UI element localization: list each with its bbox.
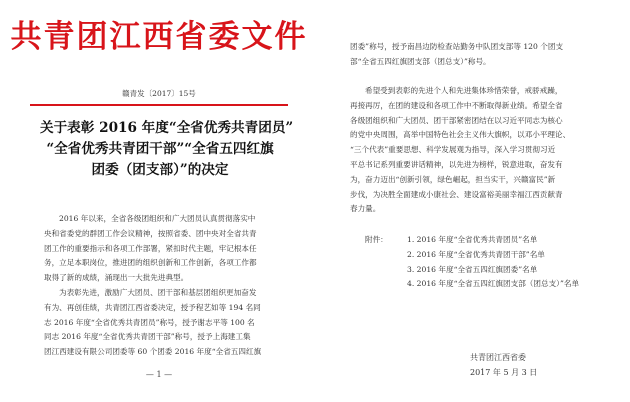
left-body-text — [44, 212, 284, 360]
attachment-text: 4. 2016 年度“全省五四红旗团支部（团总支）”名单 — [407, 279, 580, 289]
document-title — [40, 118, 294, 181]
body-line: 部“全省五四红旗团支部（团总支）”称号。 — [350, 56, 491, 66]
body-line: 春力量。 — [350, 204, 381, 214]
title-line: 关于表彰 2016 年度“全省优秀共青团员” — [40, 120, 294, 136]
document-header: 共青团江西省委文件 — [10, 19, 308, 55]
attachments-list — [350, 233, 600, 292]
body-line: 团工作的重要指示和各项工作部署，紧扣时代主题，牢记根本任 — [44, 243, 257, 253]
document-number: 赣青发〔2017〕15号 — [122, 89, 196, 98]
body-line: 为表彰先进，激励广大团员、团干部和基层团组织更加奋发 — [59, 287, 257, 297]
right-body-text — [350, 84, 600, 217]
title-line: 团委（团支部）”的决定 — [91, 162, 229, 178]
attachment-text: 1. 2016 年度“全省优秀共青团员”名单 — [407, 235, 538, 244]
body-line: 央和省委党的群团工作会议精神，按照省委、团中央对全省共青 — [44, 228, 257, 238]
attachment-text: 2. 2016 年度“全省优秀共青团干部”名单 — [407, 249, 545, 259]
body-line: 团委”称号，授予南昌边防检查站勤务中队团支部等 120 个团支 — [350, 42, 564, 51]
title-line: “全省优秀共青团干部”“全省五四红旗 — [46, 141, 274, 157]
body-line: “三个代表”重要思想、科学发展观为指导，深入学习贯彻习近 — [350, 145, 556, 155]
body-line: 的党中央周围，高举中国特色社会主义伟大旗帜，以邓小平理论、 — [350, 130, 571, 140]
body-line: 平总书记系列重要讲话精神，以先进为榜样，锐意进取，奋发有 — [350, 159, 563, 169]
right-page — [318, 0, 630, 402]
body-line: 同志 2016 年度“全省优秀共青团干部”称号，授予上海建工集 — [44, 332, 251, 342]
attachment-item — [350, 233, 600, 248]
signing-date: 2017 年 5 月 3 日 — [470, 368, 538, 377]
body-line: 希望受到表彰的先进个人和先进集体珍惜荣誉，戒骄戒躁， — [365, 86, 563, 95]
body-line: 步伐，为决胜全面建成小康社会、建设富裕美丽幸福江西贡献青 — [350, 189, 563, 199]
body-line: 各级团组织和广大团员、团干部紧密团结在以习近平同志为核心 — [350, 115, 563, 125]
body-line: 志 2016 年度“全省优秀共青团员”称号，授予谢志平等 100 名 — [44, 317, 255, 327]
attachment-text: 3. 2016 年度“全省五四红旗团委”名单 — [407, 264, 538, 274]
body-line: 取得了新的成绩，涌现出一大批先进典型。 — [44, 273, 189, 283]
attachment-item — [350, 248, 600, 263]
attachments-label: 附件： — [365, 235, 388, 244]
attachment-item — [350, 263, 600, 278]
page-number: — 1 — — [145, 370, 173, 379]
red-divider-line — [30, 104, 288, 106]
signing-organization: 共青团江西省委 — [470, 353, 526, 362]
body-line: 为，奋力迈出“创新引领，绿色崛起，担当实干，兴赣富民”新 — [350, 174, 556, 184]
body-line: 再接再厉，在团的建设和各项工作中不断取得新业绩。希望全省 — [350, 100, 563, 110]
attachment-item — [350, 277, 600, 292]
body-line: 2016 年以来，全省各级团组织和广大团员认真贯彻落实中 — [59, 214, 256, 223]
body-line: 团江西建设有限公司团委等 60 个团委 2016 年度“全省五四红旗 — [44, 347, 262, 357]
right-continuation-text — [350, 40, 600, 70]
body-line: 有为、再创佳绩，共青团江西省委决定，授予程艺如等 194 名同 — [44, 302, 261, 312]
body-line: 务，立足本职岗位，推进团的组织创新和工作创新，各项工作都 — [44, 258, 257, 268]
